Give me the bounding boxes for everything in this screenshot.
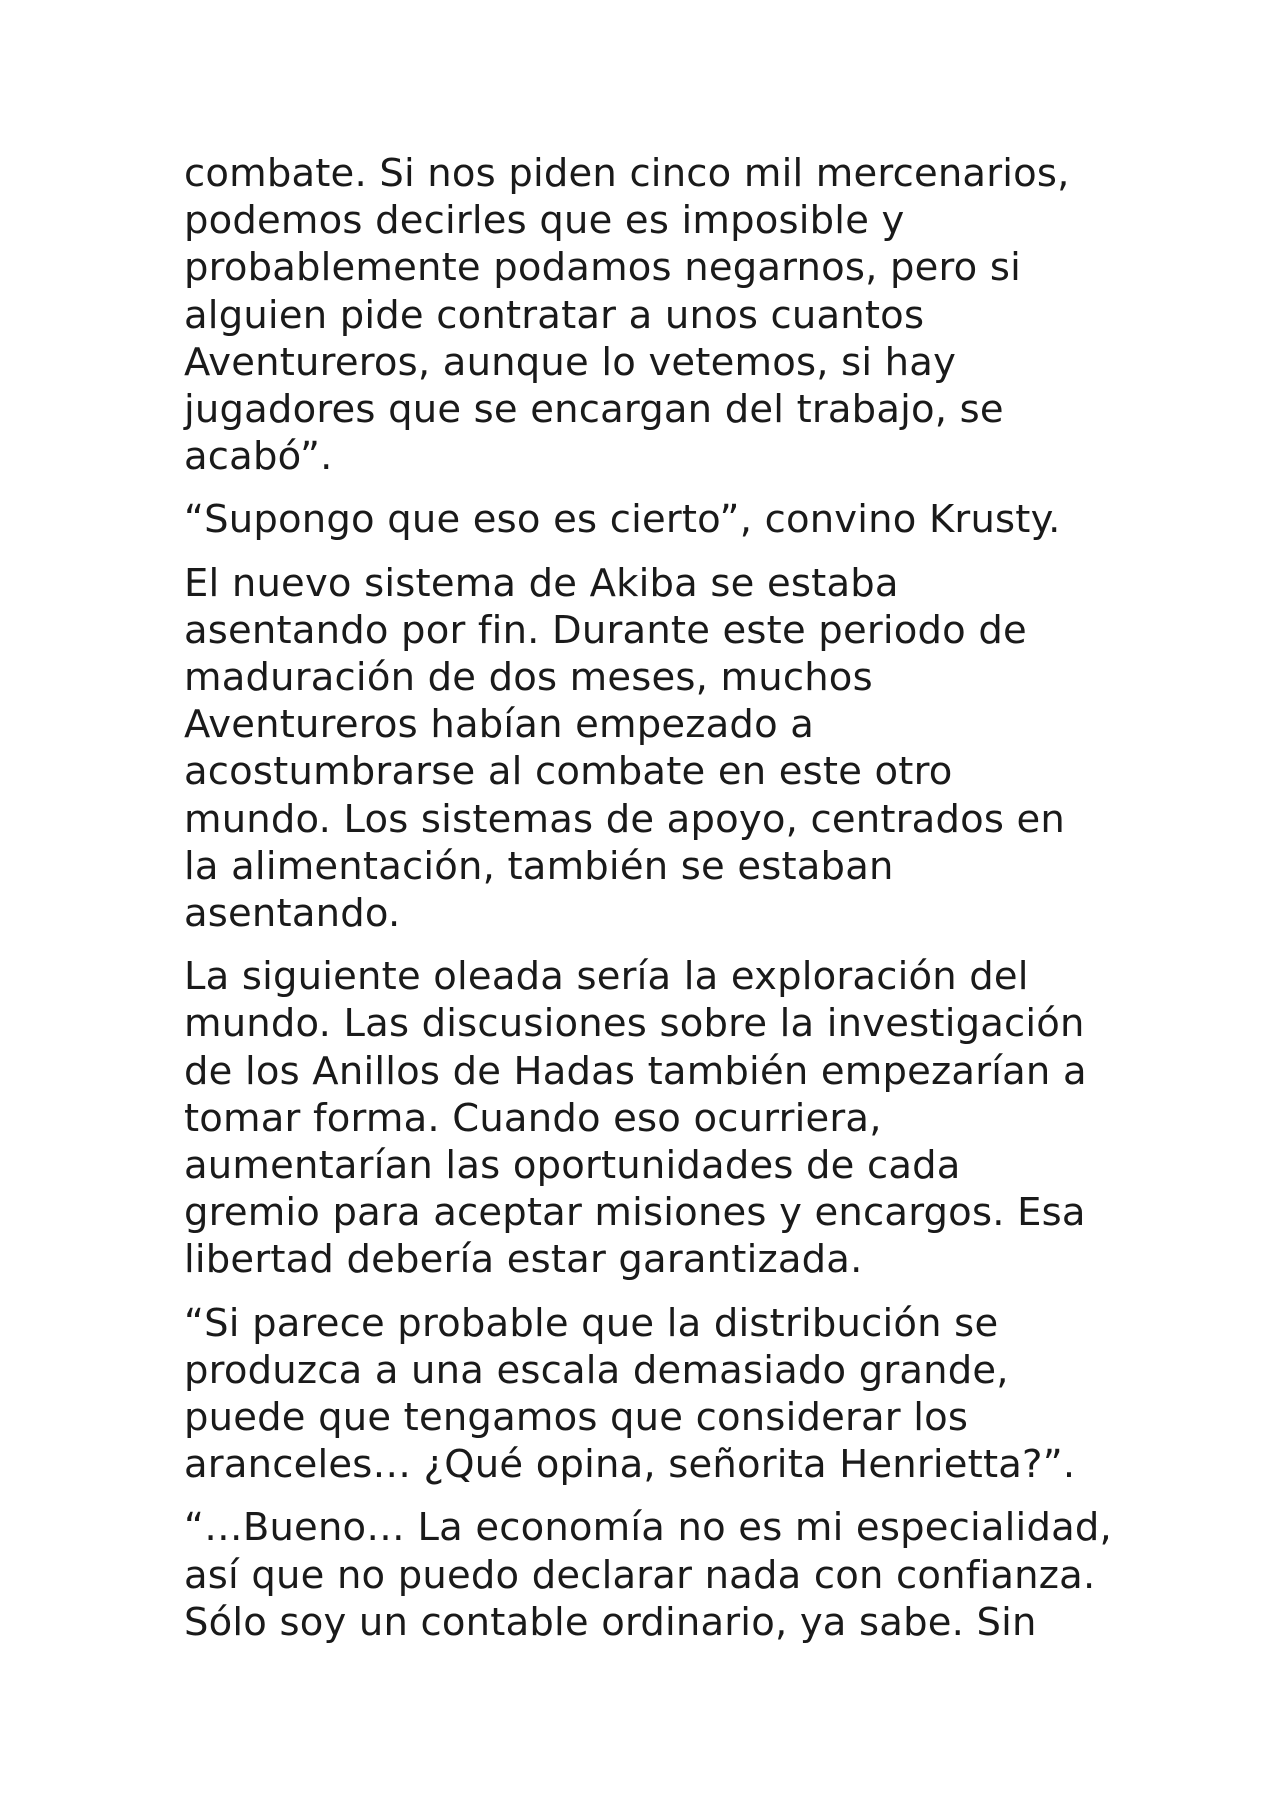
paragraph: combate. Si nos piden cinco mil mercenarios, podemos decirles que es imposible y probablemente podamos negarnos, pero si alguien pide contratar a unos cuantos Aventureros, aunque lo vetemos, si hay jugadores que se encargan del trabajo, se acabó”. [184,151,1070,480]
paragraph: “…Bueno… La economía no es mi especialidad, así que no puedo declarar nada con confianza. Sólo soy un contable ordinario, ya sabe. Sin [184,1505,1112,1645]
body-text [184,150,1114,1662]
paragraph: La siguiente oleada sería la exploración del mundo. Las discusiones sobre la investigación de los Anillos de Hadas también empezarían a tomar forma. Cuando eso ocurriera, aumentarían las oportunidades de cada gremio para aceptar misiones y encargos. Esa libertad debería estar garantizada. [184,954,1087,1283]
paragraph: El nuevo sistema de Akiba se estaba asentando por fin. Durante este periodo de maduración de dos meses, muchos Aventureros habían empezado a acostumbrarse al combate en este otro mundo. Los sistemas de apoyo, centrados en la alimentación, también se estaban asentando. [184,560,1066,937]
paragraph: “Si parece probable que la distribución se produzca a una escala demasiado grande, puede que tengamos que considerar los aranceles… ¿Qué opina, señorita Henrietta?”. [184,1300,1076,1488]
paragraph: “Supongo que eso es cierto”, convino Krusty. [184,497,1061,543]
